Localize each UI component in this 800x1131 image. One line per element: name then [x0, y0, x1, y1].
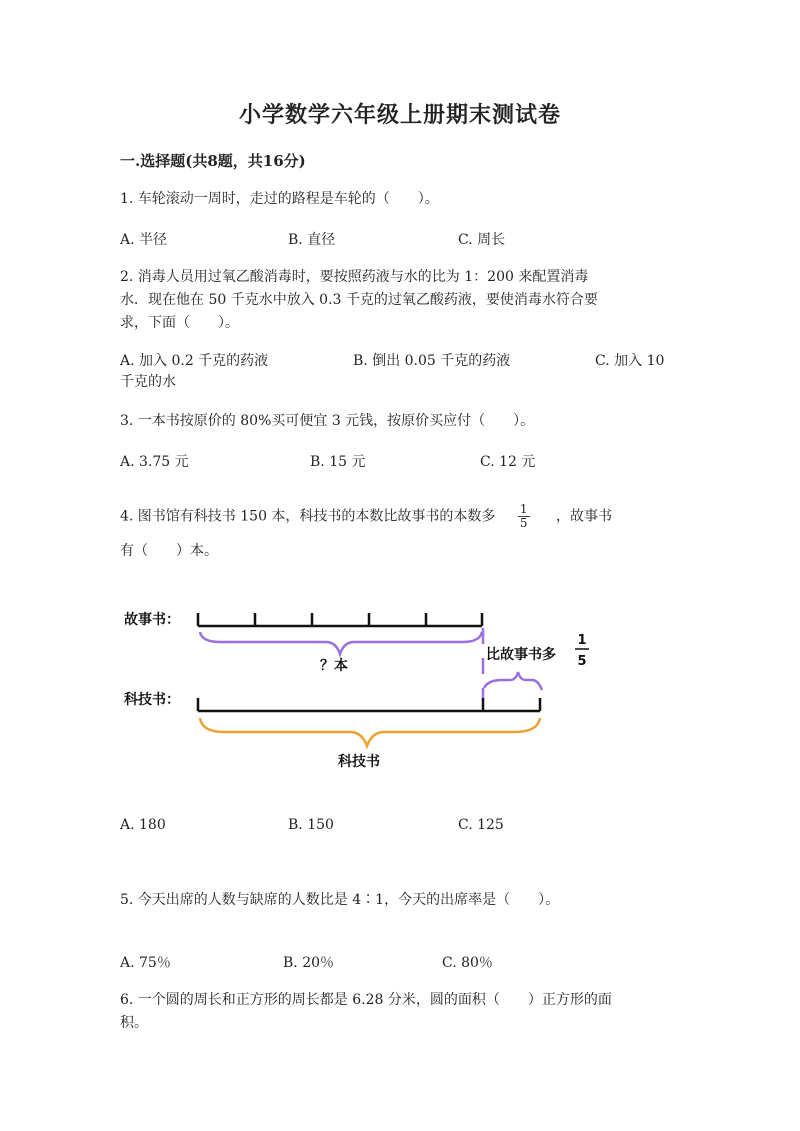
story-book-label: 故事书：	[124, 612, 180, 628]
q2-option-a[interactable]: A. 加入 0.2 千克的药液	[120, 353, 269, 369]
q4-option-b[interactable]: B. 150	[288, 817, 334, 833]
q4-text-a: 4. 图书馆有科技书 150 本，科技书的本数比故事书的本数多	[120, 508, 496, 525]
q4-frac-num: 1	[519, 502, 528, 516]
question-5: 5. 今天出席的人数与缺席的人数比是 4∶1，今天的出席率是（ ）。	[120, 892, 560, 908]
q3-option-a[interactable]: A. 3.75 元	[120, 454, 189, 470]
question-1: 1. 车轮滚动一周时，走过的路程是车轮的（ ）。	[120, 191, 439, 207]
question-6-line-2: 积。	[120, 1015, 148, 1031]
more-frac-num: 1	[577, 633, 587, 648]
question-3: 3. 一本书按原价的 80%买可便宜 3 元钱，按原价买应付（ ）。	[120, 413, 535, 429]
question-2-line-2: 水．现在他在 50 千克水中放入 0.3 千克的过氧乙酸药液，要使消毒水符合要	[120, 292, 598, 308]
q4-diagram	[110, 596, 600, 776]
q1-option-a[interactable]: A. 半径	[120, 232, 168, 248]
question-4-line-1	[120, 503, 612, 530]
q4-option-c[interactable]: C. 125	[458, 817, 504, 833]
unknown-count-label: ？本	[320, 658, 348, 674]
question-2-line-3: 求，下面（ ）。	[120, 315, 239, 331]
q5-option-a[interactable]: A. 75％	[120, 955, 171, 971]
extra-part-brace	[484, 672, 542, 690]
tech-book-label: 科技书：	[124, 692, 180, 708]
q4-fraction	[518, 503, 530, 530]
question-4-line-2: 有（ ）本。	[120, 543, 218, 559]
q3-option-c[interactable]: C. 12 元	[480, 454, 536, 470]
question-6-line-1: 6. 一个圆的周长和正方形的周长都是 6.28 分米，圆的面积（ ）正方形的面	[120, 992, 612, 1008]
q5-option-b[interactable]: B. 20％	[283, 955, 335, 971]
q2-option-c-cont: 千克的水	[120, 374, 176, 390]
q4-text-b: ，故事书	[555, 508, 612, 525]
tech-book-brace	[200, 718, 540, 746]
section-heading: 一.选择题(共8题，共16分)	[120, 152, 306, 170]
tech-book-bottom-label: 科技书	[338, 754, 380, 770]
q1-option-c[interactable]: C. 周长	[458, 232, 506, 248]
story-book-brace	[200, 632, 482, 654]
q1-option-b[interactable]: B. 直径	[288, 232, 336, 248]
question-2-line-1: 2. 消毒人员用过氧乙酸消毒时，要按照药液与水的比为 1：200 来配置消毒	[120, 269, 589, 285]
story-book-ticks	[198, 613, 482, 626]
page-title: 小学数学六年级上册期末测试卷	[238, 102, 561, 128]
q2-option-b[interactable]: B. 倒出 0.05 千克的药液	[353, 353, 511, 369]
q2-option-c[interactable]: C. 加入 10	[595, 353, 665, 369]
q3-option-b[interactable]: B. 15 元	[310, 454, 366, 470]
q4-frac-den: 5	[519, 516, 528, 530]
q4-option-a[interactable]: A. 180	[120, 817, 166, 833]
more-than-label: 比故事书多	[486, 647, 556, 663]
q5-option-c[interactable]: C. 80％	[442, 955, 493, 971]
more-frac-den: 5	[577, 654, 587, 669]
